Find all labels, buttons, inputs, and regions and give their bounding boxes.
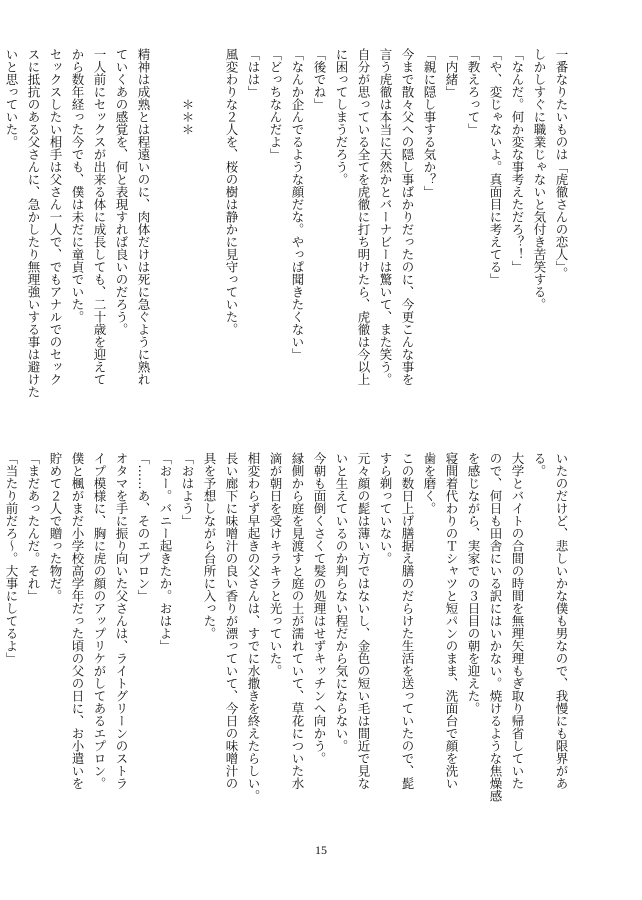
text-line: 言う虎徹は本当に天然かとバーナビーは驚いて、また笑う。 [378, 48, 393, 386]
text-line: 風変わりな２人を、桜の樹は静かに見守っていた。 [224, 48, 239, 336]
lower-text-block [4, 452, 572, 804]
text-line: 「おはよう」 [180, 452, 195, 527]
text-line: 滴が朝日を受けキラキラと光っていた。 [268, 452, 283, 677]
text-line: 「おー。バニー起きたか。おはよ」 [158, 452, 173, 652]
text-line: 「内緒」 [444, 48, 459, 98]
text-line: 歯を磨く。 [422, 452, 437, 515]
text-line: 今まで散々父への隠し事ばかりだったのに、今更こんな事を [400, 48, 415, 386]
text-line: を感じながら、実家での３日目の朝を迎えた。 [466, 452, 481, 715]
text-line: この数日上げ膳据え膳のだらけた生活を送っていたので、髭 [400, 452, 415, 790]
text-line: ていくあの感覚を、何と表現すれば良いのだろう。 [114, 48, 129, 336]
text-line: 縁側から庭を見渡すと庭の土が濡れていて、草花についた水 [290, 452, 305, 790]
text-line: 具を予想しながら台所に入った。 [202, 452, 217, 640]
text-line: スに抵抗のある父さんに、急かしたり無理強いする事は避けた [26, 48, 41, 398]
text-line: 「後でね」 [312, 48, 327, 111]
text-line: 「や、変じゃないよ。真面目に考えてる」 [488, 48, 503, 286]
text-line: 元々顔の髭は薄い方ではないし、金色の短い毛は間近で見な [356, 452, 371, 790]
text-line [198, 48, 220, 400]
text-line: 自分が思っている全てを虎徹に打ち明けたら、虎徹は今以上 [356, 48, 371, 386]
text-line: イプ模様に、胸に虎の顔のアップリケがしてあるエプロン。 [92, 452, 107, 790]
text-line: 「当たり前だろ～。大事にしてるよ」 [4, 452, 19, 665]
text-line: 「……あ、そのエプロン」 [136, 452, 151, 602]
text-line: オタマを手に振り向いた父さんは、ライトグリーンのストラ [114, 452, 129, 790]
text-line: しかしすぐに職業じゃないと気付き苦笑する。 [532, 48, 547, 311]
text-line: いたのだけど、悲しいかな僕も男なので、我慢にも限界があ [554, 452, 569, 790]
text-line: すら剃っていない。 [378, 452, 393, 565]
text-line: 長い廊下に味噌汁の良い香りが漂っていて、今日の味噌汁の [224, 452, 239, 790]
text-line: 貯めて２人で贈った物だ。 [48, 452, 63, 602]
text-line: から数年経った今でも、僕は未だに童貞でいた。 [70, 48, 85, 323]
text-line: ＊＊＊ [180, 48, 195, 136]
text-line: る。 [532, 452, 547, 477]
text-line: 大学とバイトの合間の時間を無理矢理もぎ取り帰省していた [510, 452, 525, 790]
text-line: 精神は成熟とは程遠いのに、肉体だけは死に急ぐように熟れ [136, 48, 151, 386]
text-line: 一人前にセックスが出来る体に成長しても、二十歳を迎えて [92, 48, 107, 386]
text-line: いと思っていた。 [4, 48, 19, 148]
text-line: 「まだあったんだ。それ」 [26, 452, 41, 602]
text-line: 相変わらず早起きの父さんは、すでに水撒きを終えたらしい。 [246, 452, 261, 802]
upper-text-block [4, 48, 572, 400]
text-line: 僕と楓がまだ小学校高学年だった頃の父の日に、お小遣いを [70, 452, 85, 790]
text-line: 「どっちなんだよ」 [268, 48, 283, 161]
text-line: 「はは」 [246, 48, 261, 98]
text-line: ので、何日も田舎にいる訳にはいかない。焼けるような焦燥感 [488, 452, 503, 802]
text-line: 今朝も面倒くさくて髪の処理はせずキッチンへ向かう。 [312, 452, 327, 765]
text-line [154, 48, 176, 400]
text-line: 一番なりたいものは「虎徹さんの恋人」。 [554, 48, 569, 280]
text-line: 寝間着代わりのＴシャツと短パンのまま、洗面台で顔を洗い [444, 452, 459, 790]
text-line: セックスしたい相手は父さん一人で、でもアナルでのセック [48, 48, 63, 386]
page-number: 15 [315, 843, 327, 857]
text-line: いと生えているのか判らない程だから気にならない。 [334, 452, 349, 752]
text-line: に困ってしまうだろう。 [334, 48, 349, 186]
text-line: 「なんか企んでるような顔だな。やっぱ聞きたくない」 [290, 48, 305, 361]
text-line: 「なんだ。何か変な事考えただろ？！」 [510, 48, 525, 273]
text-line: 「教えろって」 [466, 48, 481, 136]
text-line: 「親に隠し事する気か？」 [422, 48, 437, 198]
